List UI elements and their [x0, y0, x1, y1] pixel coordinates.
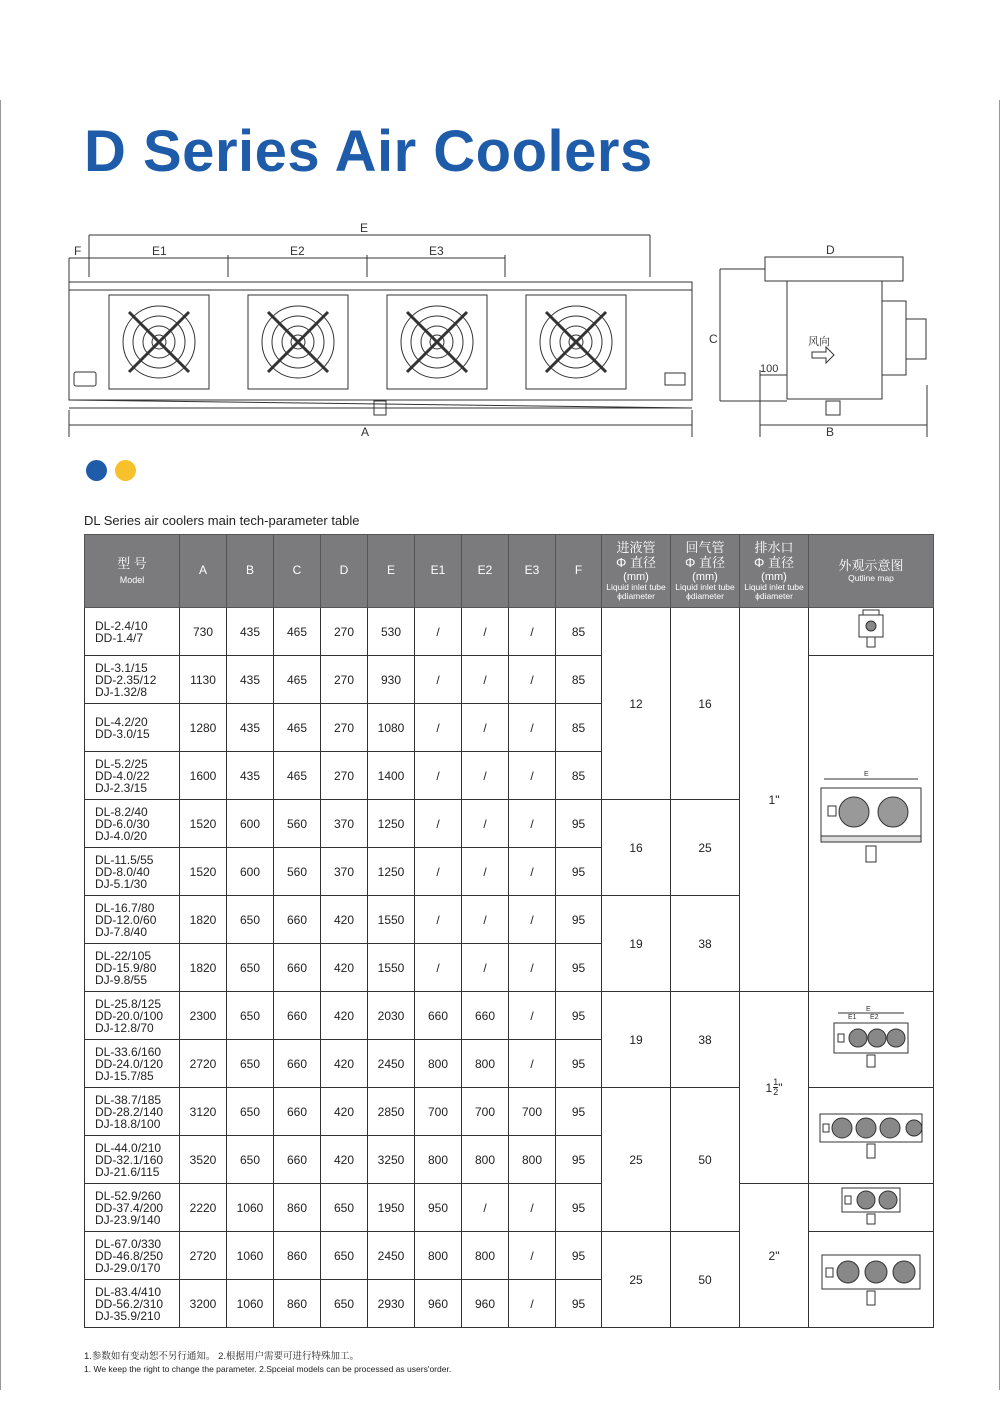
cell-e3: / [509, 896, 556, 944]
footnote-cn: 1.参数如有变动恕不另行通知。 2.根据用户需要可进行特殊加工。 [84, 1351, 359, 1362]
cell-e1: / [415, 704, 462, 752]
return-tube-cell: 50 [671, 1232, 740, 1328]
cell-e1: 800 [415, 1136, 462, 1184]
cell-c: 465 [274, 752, 321, 800]
model-name: DL-16.7/80 [95, 900, 155, 915]
model-name: DD-6.0/30 [95, 816, 150, 831]
cell-e2: 960 [462, 1280, 509, 1328]
dim-label-e: E [360, 221, 369, 235]
cell-d: 420 [321, 992, 368, 1040]
cell-e1: / [415, 896, 462, 944]
cell-e: 2030 [368, 992, 415, 1040]
cell-d: 270 [321, 704, 368, 752]
model-name: DD-4.0/22 [95, 768, 150, 783]
cell-e2: / [462, 752, 509, 800]
airflow-label: 风向 [808, 336, 830, 348]
cell-f: 85 [556, 752, 602, 800]
model-name: DD-15.9/80 [95, 960, 157, 975]
header-drain: 排水口 Φ 直径 (mm) Liquid inlet tube ϕdiameter [740, 535, 809, 608]
cell-c: 560 [274, 800, 321, 848]
model-name: DJ-1.32/8 [95, 684, 148, 699]
model-cell [85, 1040, 180, 1088]
cell-a: 1520 [180, 848, 227, 896]
cell-e1: / [415, 848, 462, 896]
page-title: D Series Air Coolers [84, 119, 653, 184]
cell-e3: / [509, 656, 556, 704]
cell-e1: 800 [415, 1232, 462, 1280]
model-name: DL-5.2/25 [95, 756, 148, 771]
model-name: DL-33.6/160 [95, 1044, 162, 1059]
model-name: DL-22/105 [95, 948, 152, 963]
cell-f: 95 [556, 1184, 602, 1232]
return-tube-cell: 38 [671, 896, 740, 992]
outline-map-cell [809, 1088, 934, 1184]
cell-f: 85 [556, 608, 602, 656]
header-e2: E2 [462, 535, 509, 608]
outline-e1-label: E1 [848, 1014, 857, 1021]
model-cell [85, 800, 180, 848]
drain-cell [740, 992, 809, 1184]
model-name: DD-2.35/12 [95, 672, 157, 687]
cell-f: 95 [556, 1136, 602, 1184]
cell-e3: / [509, 1184, 556, 1232]
cell-f: 85 [556, 704, 602, 752]
outline-small-unit-icon [851, 608, 891, 652]
page-border-left [0, 100, 1, 1390]
cell-e: 2850 [368, 1088, 415, 1136]
cell-e3: / [509, 1280, 556, 1328]
cell-f: 85 [556, 656, 602, 704]
spec-table [84, 534, 934, 1328]
header-row [85, 535, 934, 608]
table-row [85, 992, 934, 1040]
drain-cell: 2" [740, 1184, 809, 1328]
model-cell [85, 896, 180, 944]
cell-e: 1950 [368, 1184, 415, 1232]
cell-c: 660 [274, 896, 321, 944]
cell-e2: / [462, 704, 509, 752]
header-return-tube: 回气管 Φ 直径 (mm) Liquid inlet tube ϕdiameter [671, 535, 740, 608]
table-caption: DL Series air coolers main tech-parameter table [84, 513, 360, 528]
cell-a: 1820 [180, 896, 227, 944]
header-e1: E1 [415, 535, 462, 608]
model-name: DJ-12.8/70 [95, 1020, 154, 1035]
cell-a: 1130 [180, 656, 227, 704]
cell-e3: / [509, 944, 556, 992]
cell-e3: / [509, 704, 556, 752]
model-name: DD-32.1/160 [95, 1152, 164, 1167]
cell-f: 95 [556, 1280, 602, 1328]
header-model: 型 号 Model [85, 535, 180, 608]
cell-c: 660 [274, 992, 321, 1040]
cell-e2: / [462, 944, 509, 992]
model-cell [85, 1136, 180, 1184]
cell-b: 650 [227, 992, 274, 1040]
return-tube-cell: 38 [671, 992, 740, 1088]
header-f: F [556, 535, 602, 608]
outline-e-label: E [864, 771, 869, 778]
cell-e3: / [509, 1040, 556, 1088]
model-cell [85, 1184, 180, 1232]
cell-e2: 800 [462, 1232, 509, 1280]
model-name: DJ-29.0/170 [95, 1260, 161, 1275]
model-name: DJ-4.0/20 [95, 828, 148, 843]
cell-e1: 660 [415, 992, 462, 1040]
cell-e1: 800 [415, 1040, 462, 1088]
cell-f: 95 [556, 1088, 602, 1136]
cell-c: 660 [274, 944, 321, 992]
liquid-tube-cell: 19 [602, 896, 671, 992]
cell-e2: / [462, 848, 509, 896]
model-name: DL-67.0/330 [95, 1236, 162, 1251]
header-e3: E3 [509, 535, 556, 608]
cell-e2: / [462, 800, 509, 848]
cell-f: 95 [556, 944, 602, 992]
model-name: DJ-15.7/85 [95, 1068, 154, 1083]
cell-e1: / [415, 608, 462, 656]
cell-e3: 800 [509, 1136, 556, 1184]
cell-e1: / [415, 800, 462, 848]
cell-a: 3200 [180, 1280, 227, 1328]
cell-e1: / [415, 656, 462, 704]
cell-e2: 660 [462, 992, 509, 1040]
drain-den: 2 [773, 1087, 779, 1097]
dimension-drawing [60, 215, 940, 445]
liquid-tube-cell: 25 [602, 1088, 671, 1232]
model-name: DD-20.0/100 [95, 1008, 164, 1023]
return-tube-cell: 50 [671, 1088, 740, 1232]
cell-b: 435 [227, 704, 274, 752]
cell-e2: 700 [462, 1088, 509, 1136]
model-name: DJ-9.8/55 [95, 972, 148, 987]
table-row [85, 608, 934, 656]
outline-two-fan-large-icon [836, 1184, 906, 1228]
model-cell [85, 704, 180, 752]
footnote-en: 1. We keep the right to change the parameter. 2.Spceial models can be processed as users'order. [84, 1364, 452, 1374]
model-name: DL-11.5/55 [95, 852, 154, 867]
header-b: B [227, 535, 274, 608]
model-name: DD-3.0/15 [95, 726, 150, 741]
header-liquid-tube: 进液管 Φ 直径 (mm) Liquid inlet tube ϕdiameter [602, 535, 671, 608]
cell-e2: 800 [462, 1136, 509, 1184]
model-cell [85, 656, 180, 704]
cell-e3: / [509, 848, 556, 896]
cell-f: 95 [556, 992, 602, 1040]
model-name: DJ-23.9/140 [95, 1212, 161, 1227]
cell-d: 420 [321, 896, 368, 944]
cell-e3: / [509, 752, 556, 800]
cell-e2: / [462, 896, 509, 944]
model-cell [85, 992, 180, 1040]
cell-e2: / [462, 656, 509, 704]
outline-two-fan-icon [816, 766, 926, 878]
cell-e3: 700 [509, 1088, 556, 1136]
model-cell [85, 752, 180, 800]
drain-whole: 1 [765, 1080, 773, 1095]
drain-cell: 1" [740, 608, 809, 992]
liquid-tube-cell: 25 [602, 1232, 671, 1328]
cell-d: 270 [321, 656, 368, 704]
cell-e1: 700 [415, 1088, 462, 1136]
model-name: DD-1.4/7 [95, 630, 144, 645]
model-name: DJ-21.6/115 [95, 1164, 160, 1179]
cell-e3: / [509, 800, 556, 848]
dim-label-a: A [361, 425, 370, 439]
cell-e: 1550 [368, 896, 415, 944]
cell-b: 1060 [227, 1232, 274, 1280]
cell-a: 1280 [180, 704, 227, 752]
cell-b: 650 [227, 1088, 274, 1136]
cell-d: 420 [321, 1088, 368, 1136]
cell-e1: 950 [415, 1184, 462, 1232]
cell-e: 2930 [368, 1280, 415, 1328]
outline-three-fan-icon [826, 1003, 916, 1073]
model-name: DJ-2.3/15 [95, 780, 148, 795]
cell-c: 860 [274, 1184, 321, 1232]
header-d: D [321, 535, 368, 608]
cell-f: 95 [556, 896, 602, 944]
cell-d: 420 [321, 1136, 368, 1184]
header-outline: 外观示意图 Qutline map [809, 535, 934, 608]
cell-c: 465 [274, 656, 321, 704]
footnote [84, 1351, 451, 1375]
header-a: A [180, 535, 227, 608]
model-cell [85, 1232, 180, 1280]
model-name: DL-4.2/20 [95, 714, 148, 729]
cell-d: 420 [321, 1040, 368, 1088]
outline-three-fan-large-icon [816, 1243, 926, 1313]
model-cell [85, 1280, 180, 1328]
cell-e: 2450 [368, 1232, 415, 1280]
dim-label-100: 100 [760, 363, 779, 375]
cell-e1: / [415, 944, 462, 992]
model-name: DL-2.4/10 [95, 618, 148, 633]
cell-c: 465 [274, 608, 321, 656]
model-cell [85, 608, 180, 656]
cell-e: 530 [368, 608, 415, 656]
cell-b: 435 [227, 752, 274, 800]
dim-label-e3: E3 [429, 244, 444, 258]
model-name: DL-52.9/260 [95, 1188, 162, 1203]
cell-b: 650 [227, 1040, 274, 1088]
cell-a: 1520 [180, 800, 227, 848]
drain-unit: " [778, 1080, 783, 1095]
cell-a: 1820 [180, 944, 227, 992]
cell-b: 1060 [227, 1280, 274, 1328]
cell-e: 1250 [368, 800, 415, 848]
liquid-tube-cell: 12 [602, 608, 671, 800]
cell-a: 730 [180, 608, 227, 656]
cell-a: 2720 [180, 1232, 227, 1280]
cell-f: 95 [556, 1232, 602, 1280]
liquid-tube-cell: 16 [602, 800, 671, 896]
cell-e2: / [462, 608, 509, 656]
model-name: DD-28.2/140 [95, 1104, 164, 1119]
cell-e: 3250 [368, 1136, 415, 1184]
cell-d: 650 [321, 1232, 368, 1280]
outline-map-cell [809, 992, 934, 1088]
cell-e: 930 [368, 656, 415, 704]
cell-f: 95 [556, 800, 602, 848]
drain-num: 1 [773, 1077, 779, 1087]
model-name: DJ-5.1/30 [95, 876, 148, 891]
outline-e2-label: E2 [870, 1014, 879, 1021]
cell-e: 1250 [368, 848, 415, 896]
cell-b: 600 [227, 848, 274, 896]
header-e: E [368, 535, 415, 608]
model-name: DD-56.2/310 [95, 1296, 164, 1311]
cell-a: 1600 [180, 752, 227, 800]
cell-e3: / [509, 1232, 556, 1280]
header-c: C [274, 535, 321, 608]
cell-a: 2300 [180, 992, 227, 1040]
model-name: DL-44.0/210 [95, 1140, 162, 1155]
model-cell [85, 848, 180, 896]
model-cell [85, 944, 180, 992]
cell-a: 2220 [180, 1184, 227, 1232]
cell-e: 1400 [368, 752, 415, 800]
model-name: DJ-18.8/100 [95, 1116, 161, 1131]
cell-a: 3520 [180, 1136, 227, 1184]
cell-d: 370 [321, 848, 368, 896]
cell-c: 660 [274, 1136, 321, 1184]
outline-e-label: E [866, 1006, 871, 1013]
dim-label-e1: E1 [152, 244, 167, 258]
cell-a: 3120 [180, 1088, 227, 1136]
cell-d: 270 [321, 608, 368, 656]
return-tube-cell: 25 [671, 800, 740, 896]
cell-b: 650 [227, 944, 274, 992]
outline-map-cell [809, 608, 934, 656]
cell-c: 860 [274, 1232, 321, 1280]
cell-a: 2720 [180, 1040, 227, 1088]
model-name: DL-25.8/125 [95, 996, 162, 1011]
outline-four-fan-icon [816, 1104, 926, 1164]
model-name: DJ-7.8/40 [95, 924, 148, 939]
dim-label-b: B [826, 425, 835, 439]
outline-map-cell [809, 1184, 934, 1232]
cell-e: 2450 [368, 1040, 415, 1088]
cell-d: 650 [321, 1280, 368, 1328]
cell-f: 95 [556, 1040, 602, 1088]
cell-e1: 960 [415, 1280, 462, 1328]
cell-c: 660 [274, 1040, 321, 1088]
model-name: DL-8.2/40 [95, 804, 148, 819]
cell-b: 650 [227, 1136, 274, 1184]
model-name: DD-46.8/250 [95, 1248, 164, 1263]
cell-e3: / [509, 992, 556, 1040]
liquid-tube-cell: 19 [602, 992, 671, 1088]
model-name: DD-24.0/120 [95, 1056, 164, 1071]
cell-c: 860 [274, 1280, 321, 1328]
model-name: DL-38.7/185 [95, 1092, 162, 1107]
cell-e2: / [462, 1184, 509, 1232]
model-name: DL-3.1/15 [95, 660, 148, 675]
dim-label-f: F [74, 244, 82, 258]
cell-b: 1060 [227, 1184, 274, 1232]
return-tube-cell: 16 [671, 608, 740, 800]
cell-b: 435 [227, 656, 274, 704]
cell-c: 560 [274, 848, 321, 896]
outline-map-cell [809, 656, 934, 992]
model-name: DD-8.0/40 [95, 864, 150, 879]
model-name: DL-83.4/410 [95, 1284, 162, 1299]
blue-dot [86, 460, 107, 481]
model-cell [85, 1088, 180, 1136]
cell-d: 420 [321, 944, 368, 992]
outline-map-cell [809, 1232, 934, 1328]
cell-d: 370 [321, 800, 368, 848]
cell-e: 1080 [368, 704, 415, 752]
cell-e3: / [509, 608, 556, 656]
cell-b: 435 [227, 608, 274, 656]
cell-f: 95 [556, 848, 602, 896]
cell-d: 270 [321, 752, 368, 800]
cell-c: 465 [274, 704, 321, 752]
cell-b: 650 [227, 896, 274, 944]
cell-c: 660 [274, 1088, 321, 1136]
model-name: DJ-35.9/210 [95, 1308, 161, 1323]
yellow-dot [115, 460, 136, 481]
table-row [85, 1184, 934, 1232]
model-name: DD-12.0/60 [95, 912, 157, 927]
dim-label-e2: E2 [290, 244, 305, 258]
cell-b: 600 [227, 800, 274, 848]
cell-e: 1550 [368, 944, 415, 992]
cell-e1: / [415, 752, 462, 800]
dim-label-d: D [826, 243, 835, 257]
model-name: DD-37.4/200 [95, 1200, 164, 1215]
cell-e2: 800 [462, 1040, 509, 1088]
dim-label-c: C [709, 332, 718, 346]
cell-d: 650 [321, 1184, 368, 1232]
